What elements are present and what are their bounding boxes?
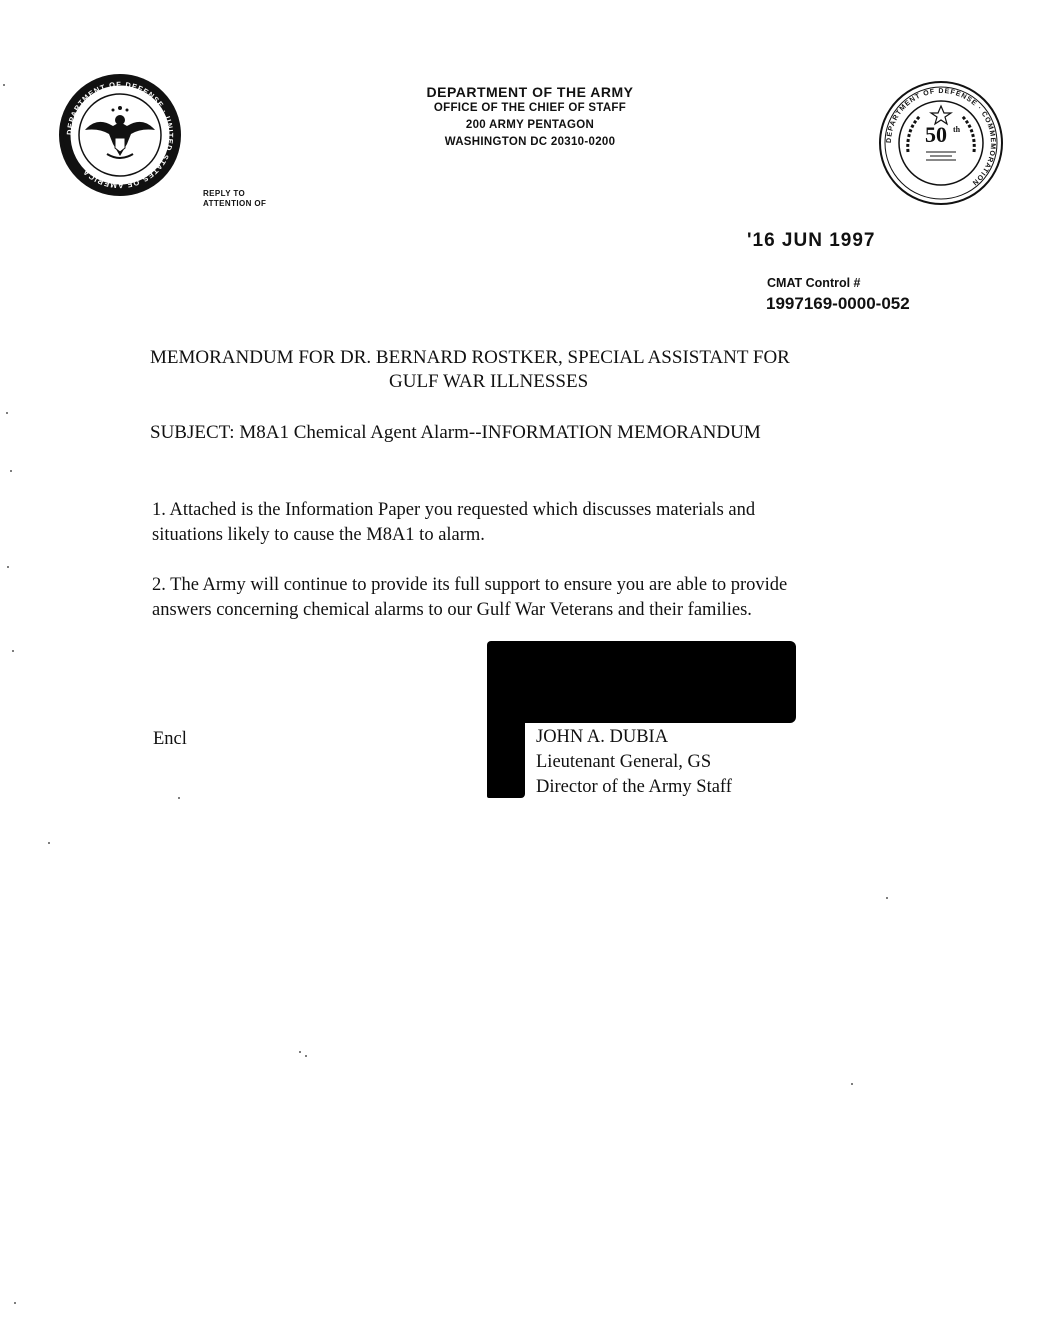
eagle-seal-icon	[57, 72, 183, 198]
svg-text:DEPARTMENT OF DEFENSE · UNITED: DEPARTMENT OF DEFENSE · UNITED STATES OF AMERICA	[64, 79, 176, 191]
paragraph-1-line-2: situations likely to cause the M8A1 to alarm.	[152, 525, 485, 545]
memorandum-for-line-1: MEMORANDUM FOR DR. BERNARD ROSTKER, SPECIAL ASSISTANT FOR	[150, 347, 790, 368]
signer-title: Director of the Army Staff	[536, 777, 732, 797]
cmat-control-number: 1997169-0000-052	[766, 294, 910, 313]
commemoration-seal	[878, 80, 1004, 206]
signer-name: JOHN A. DUBIA	[536, 727, 669, 747]
svg-text:th: th	[953, 125, 961, 134]
enclosure-label: Encl	[153, 729, 187, 749]
scan-speck	[299, 1051, 301, 1053]
reply-line-1: REPLY TO	[203, 189, 246, 198]
scan-speck	[6, 412, 8, 414]
svg-text:50: 50	[925, 122, 947, 147]
anniversary-seal-icon	[878, 80, 1004, 206]
paragraph-1-line-1: 1. Attached is the Information Paper you requested which discusses materials and	[152, 500, 756, 520]
scan-speck	[10, 470, 12, 472]
scan-speck	[12, 650, 14, 652]
memorandum-for-line-2: GULF WAR ILLNESSES	[389, 371, 589, 392]
scan-speck	[48, 842, 50, 844]
scan-speck	[886, 897, 888, 899]
paragraph-2	[152, 573, 892, 623]
signature-block	[536, 725, 732, 800]
reply-line-2: ATTENTION OF	[203, 199, 267, 208]
paragraph-2-line-2: answers concerning chemical alarms to our Gulf War Veterans and their families.	[152, 600, 752, 620]
signer-rank: Lieutenant General, GS	[536, 752, 712, 772]
office-name: OFFICE OF THE CHIEF OF STAFF	[433, 102, 627, 114]
date-stamp: '16 JUN 1997	[747, 230, 876, 251]
redacted-signature	[487, 641, 796, 723]
department-name: DEPARTMENT OF THE ARMY	[426, 84, 634, 100]
cmat-control-label: CMAT Control #	[767, 276, 861, 290]
letterhead	[330, 84, 730, 151]
address-line-1: 200 ARMY PENTAGON	[465, 119, 595, 131]
scan-speck	[7, 566, 9, 568]
paragraph-2-line-1: 2. The Army will continue to provide its full support to ensure you are able to provide	[152, 575, 788, 595]
dod-seal	[57, 72, 183, 198]
scan-speck	[305, 1055, 307, 1057]
scan-speck	[178, 797, 180, 799]
scan-speck	[14, 1302, 16, 1304]
scan-speck	[851, 1083, 853, 1085]
redacted-signature-tail	[487, 716, 525, 798]
memorandum-for	[150, 346, 790, 394]
address-line-2: WASHINGTON DC 20310-0200	[444, 136, 616, 148]
subject-line: SUBJECT: M8A1 Chemical Agent Alarm--INFORMATION MEMORANDUM	[150, 422, 761, 443]
reply-to-attention	[203, 189, 266, 209]
svg-text:DEPARTMENT OF DEFENSE · COMMEM: DEPARTMENT OF DEFENSE · COMMEMORATION	[885, 87, 997, 187]
paragraph-1	[152, 498, 892, 548]
scan-speck	[3, 84, 5, 86]
